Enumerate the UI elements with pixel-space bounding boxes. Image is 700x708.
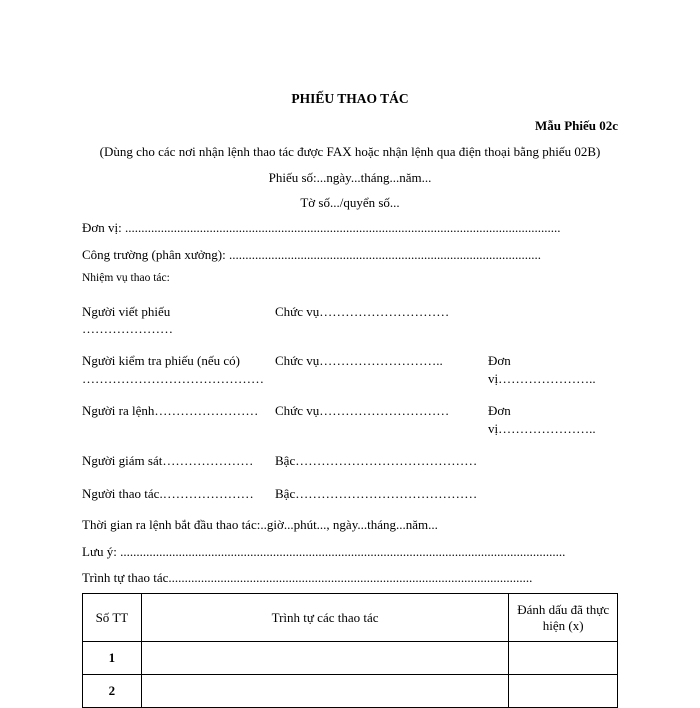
header-sequence: Trình tự các thao tác	[141, 594, 509, 642]
sequence-line: Trình tự thao tác................................................................................................................	[82, 570, 533, 585]
row-number: 2	[83, 675, 142, 708]
header-done-mark: Đánh dấu đã thực hiện (x)	[509, 594, 618, 642]
supervisor-label: Người giám sát…………………	[82, 453, 254, 468]
writer-position: Chức vụ…………………………	[275, 304, 450, 319]
commander-unit-label: Đơn	[488, 403, 511, 418]
writer-dots: …………………	[82, 321, 173, 336]
writer-label: Người viết phiếu	[82, 304, 171, 319]
commander-unit-dots: vị…………………..	[488, 421, 596, 436]
supervisor-grade: Bậc……………………………………	[275, 453, 478, 468]
start-time-line: Thời gian ra lệnh bắt đầu thao tác:..giờ...phút..., ngày...tháng...năm...	[82, 517, 438, 532]
row-sequence-cell[interactable]	[141, 675, 509, 708]
operator-label: Người thao tác.…………………	[82, 486, 254, 501]
usage-note: (Dùng cho các nơi nhận lệnh thao tác được FAX hoặc nhận lệnh qua điện thoại bằng phiếu 02B)	[99, 144, 601, 159]
operator-grade: Bậc……………………………………	[275, 486, 478, 501]
task-label: Nhiệm vụ thao tác:	[82, 272, 170, 284]
checker-label: Người kiểm tra phiếu (nếu có)	[82, 353, 240, 368]
checker-position: Chức vụ………………………..	[275, 353, 443, 368]
row-done-cell[interactable]	[509, 642, 618, 675]
checker-dots: ……………………………………	[82, 371, 264, 386]
note-line: Lưu ý: .........................................................................................................................................	[82, 544, 566, 559]
operations-table	[82, 593, 618, 708]
table-header-row	[83, 594, 618, 642]
row-done-cell[interactable]	[509, 675, 618, 708]
form-title: PHIẾU THAO TÁC	[291, 91, 409, 106]
site-field: Công trường (phân xưởng): ................................................................................................	[82, 247, 541, 262]
table-row	[83, 642, 618, 675]
row-sequence-cell[interactable]	[141, 642, 509, 675]
commander-label: Người ra lệnh……………………	[82, 403, 259, 418]
sheet-book-line: Tờ số.../quyển số...	[300, 195, 400, 210]
commander-position: Chức vụ…………………………	[275, 403, 450, 418]
table-row	[83, 675, 618, 708]
row-number: 1	[83, 642, 142, 675]
checker-unit-label: Đơn	[488, 353, 511, 368]
unit-field: Đơn vị: ......................................................................................................................................	[82, 220, 561, 235]
header-number: Số TT	[83, 594, 142, 642]
checker-unit-dots: vị…………………..	[488, 371, 596, 386]
number-date-line: Phiếu số:...ngày...tháng...năm...	[268, 170, 432, 185]
form-code: Mẫu Phiếu 02c	[534, 118, 618, 133]
